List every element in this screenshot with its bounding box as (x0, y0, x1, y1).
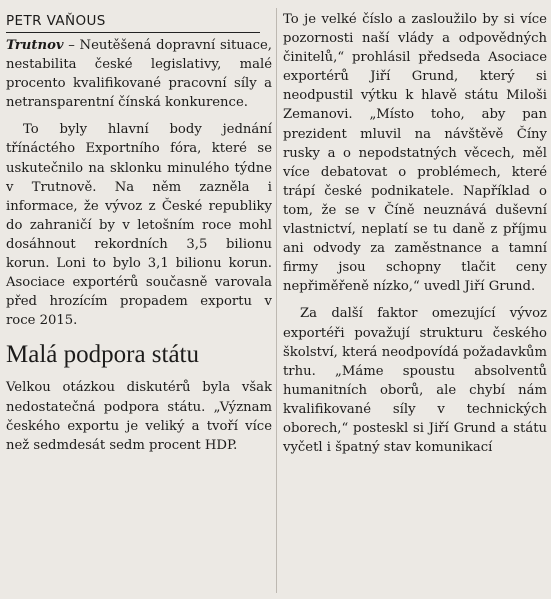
dateline: Trutnov (6, 38, 64, 53)
body-paragraph: To je velké číslo a zasloužilo by si více pozornosti naší vlády a odpovědných činitelů,“ prohlásil předseda Asociace exportérů Jiří Grund, který si neodpustil výtku k hlavě státu Miloši Zemanovi. „Místo toho, aby pan prezident mluvil na návštěvě Číny rusky a o nepodstatných věcech, měl více debatovat o problémech, které trápí české podnikatele. Například o tom, že se v Číně neuznává duševní vlastnictví, neplatí se tu daně z příjmu ani odvody za zaměstnance a tamní firmy jsou schopny tlačit ceny nepřiměřeně nízko,“ uvedl Jiří Grund. (283, 12, 547, 295)
subheading: Malá podpora státu (6, 341, 200, 369)
column-divider (276, 8, 277, 593)
body-paragraph: Velkou otázkou diskutérů byla však nedostatečná podpora státu. „Význam českého exportu je veliký a tvoří více než sedmdesát sedm procent HDP. (6, 380, 272, 453)
byline: PETR VAŇOUS (6, 12, 260, 33)
body-paragraph: To byly hlavní body jednání třínáctého Exportního fóra, které se uskutečnilo na sklonku minulého týdne v Trutnově. Na něm zazněla i informace, že vývoz z České republiky do zahraničí by v letošním roce mohl dosáhnout rekordních 3,5 bilionu korun. Loni to bylo 3,1 bilionu korun. Asociace exportérů současně varovala před hrozícím propadem exportu v roce 2015. (6, 122, 272, 329)
lead-text: – Neutěšená dopravní situace, nestabilita české legislativy, malé procento kvalifikované pracovní síly a netransparentní čínská konkurence. (6, 38, 272, 111)
left-column (6, 0, 272, 455)
body-paragraph: Za další faktor omezující vývoz exportéři považují strukturu českého školství, která neodpovídá požadavkům trhu. „Máme spoustu absolventů humanitních oborů, ale chybí nám kvalifikované síly v technických oborech,“ posteskl si Jiří Grund a státu vyčetl i špatný stav komunikací (283, 306, 547, 456)
right-column (283, 0, 547, 457)
lead-paragraph (6, 36, 272, 112)
